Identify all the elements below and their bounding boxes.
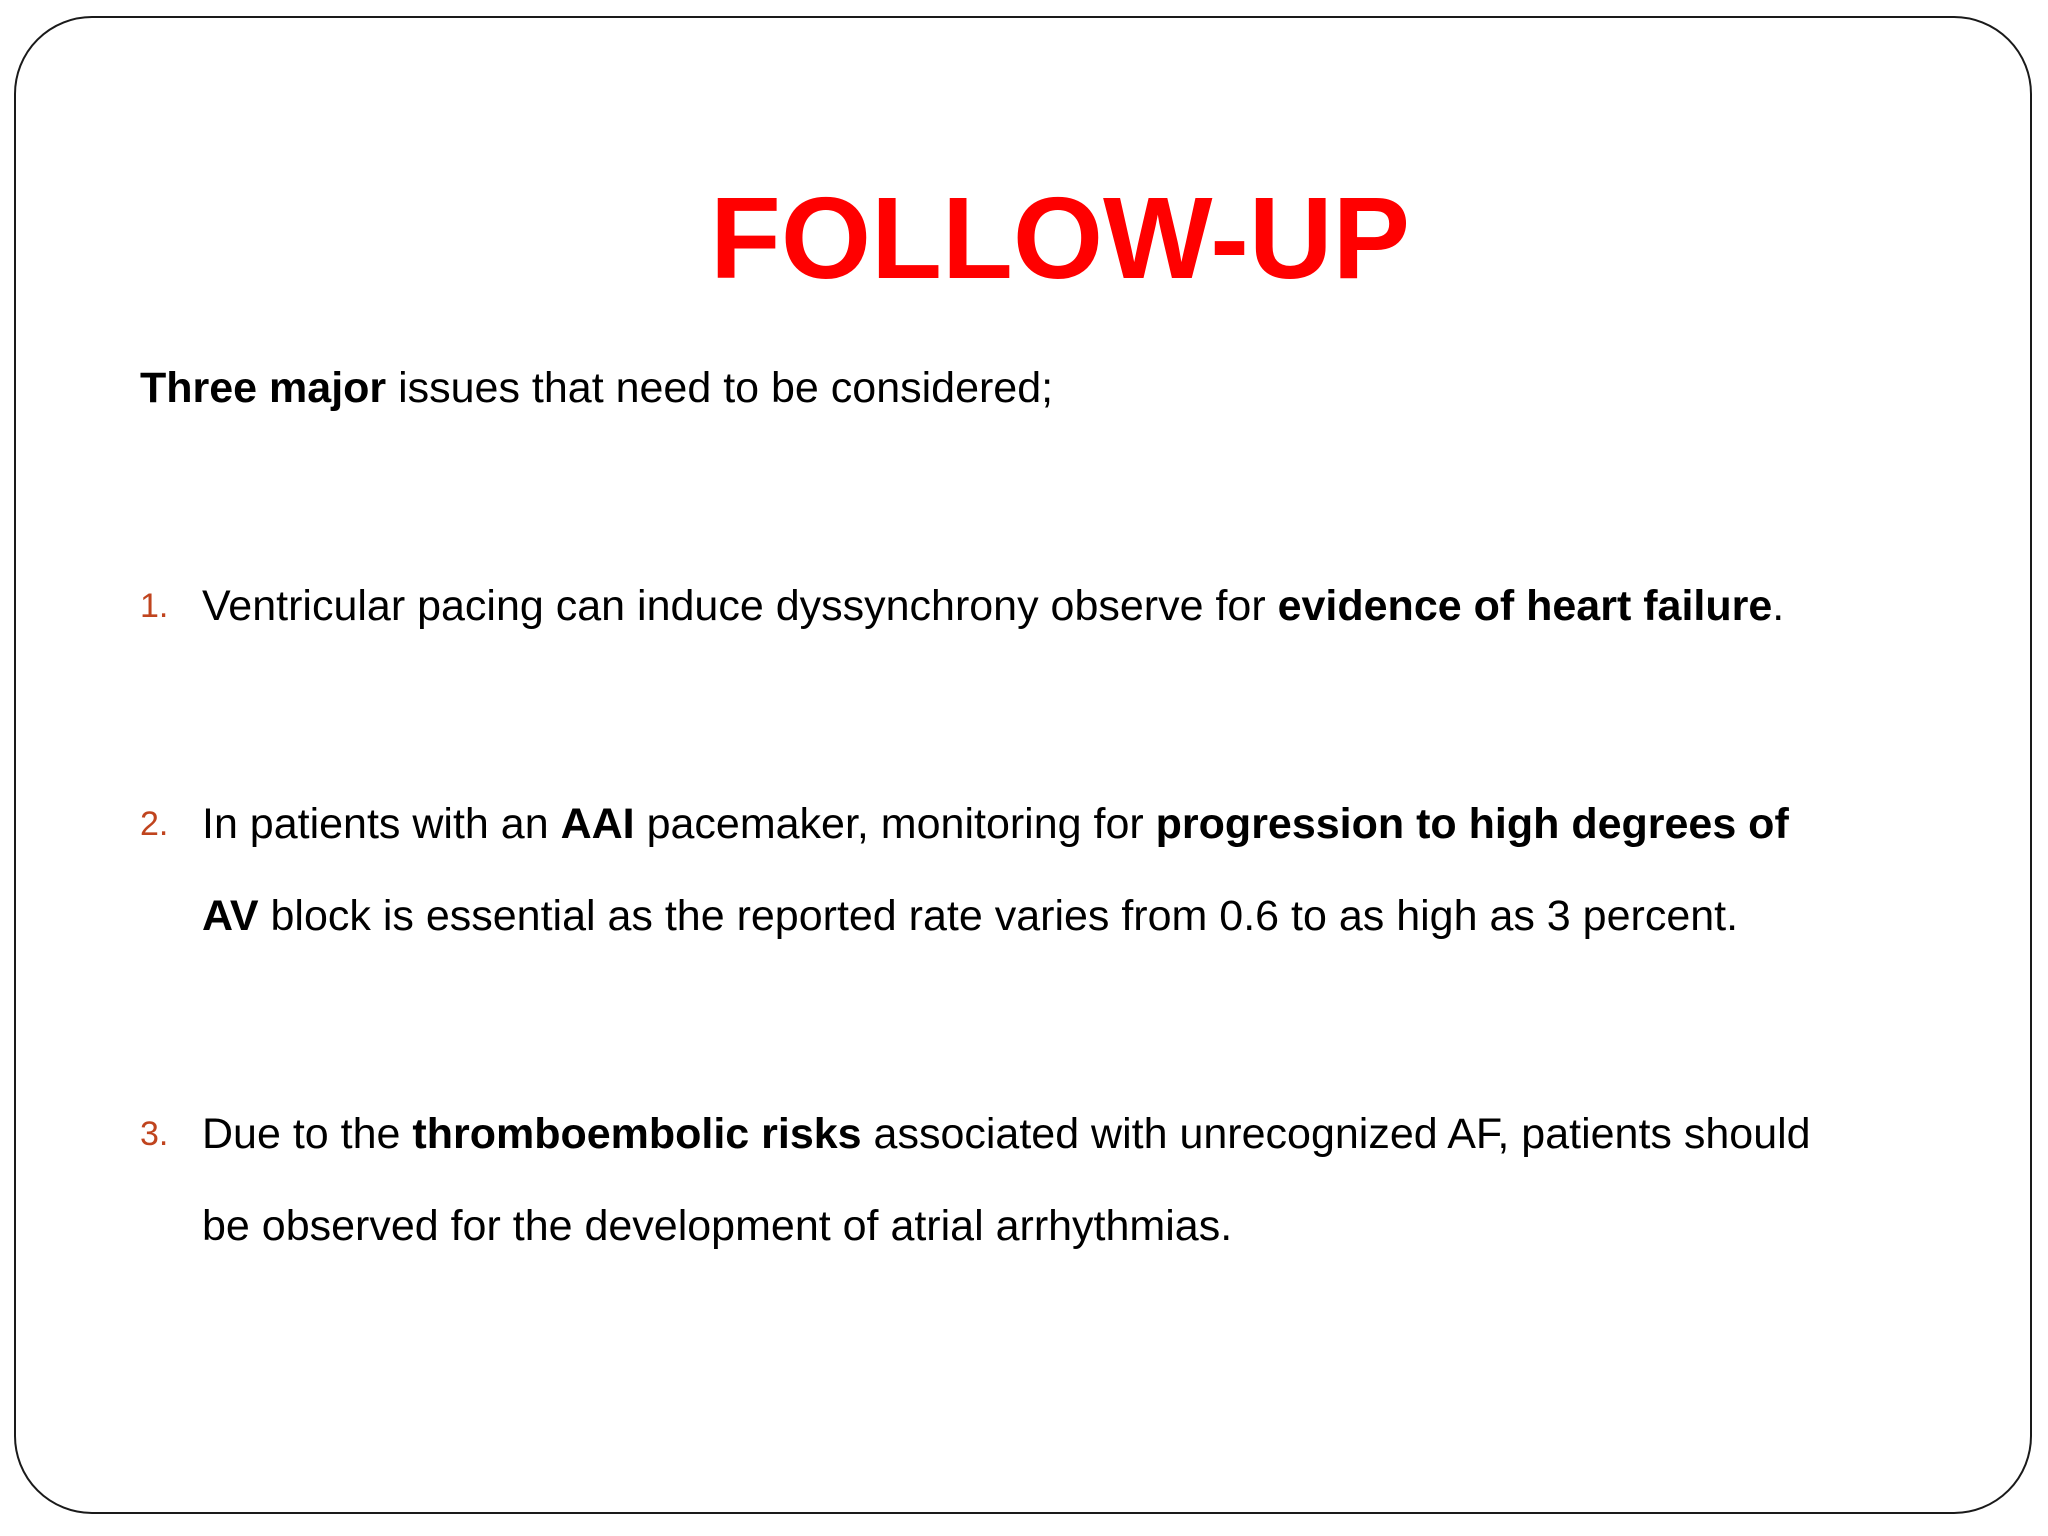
list-2-text-c: pacemaker, monitoring for bbox=[634, 800, 1156, 848]
list-number-2: 2. bbox=[140, 805, 169, 843]
list-2-text-av: AV bbox=[202, 892, 259, 940]
list-2-line-2 bbox=[202, 870, 2048, 962]
list-3-text-a: Due to the bbox=[202, 1110, 413, 1158]
list-1-text-c: . bbox=[1772, 582, 1785, 630]
intro-bold: Three major bbox=[140, 364, 387, 412]
list-text-3 bbox=[202, 1088, 2048, 1272]
list-number-1: 1. bbox=[140, 587, 169, 625]
list-2-text-a: In patients with an bbox=[202, 800, 561, 848]
list-text-1 bbox=[202, 560, 2048, 652]
list-1-text-bold: evidence of heart failure bbox=[1277, 582, 1773, 630]
list-2-line-1 bbox=[202, 778, 2048, 870]
list-1-text-a: Ventricular pacing can induce dyssynchrony observe for bbox=[202, 582, 1278, 630]
list-2-text-progression: progression to high degrees of bbox=[1155, 800, 1789, 848]
list-number-3: 3. bbox=[140, 1115, 169, 1153]
list-3-text-c: associated with unrecognized AF, patients should bbox=[861, 1110, 1811, 1158]
list-3-text-bold: thromboembolic risks bbox=[412, 1110, 862, 1158]
list-2-text-aai: AAI bbox=[560, 800, 635, 848]
intro-text bbox=[140, 360, 1053, 416]
list-2-text-rest: block is essential as the reported rate varies from 0.6 to as high as 3 percent. bbox=[258, 892, 1739, 940]
slide-title: FOLLOW-UP bbox=[710, 173, 1410, 303]
list-3-line-1 bbox=[202, 1088, 2048, 1180]
list-text-2 bbox=[202, 778, 2048, 962]
list-3-line-2 bbox=[202, 1180, 2048, 1272]
list-3-text-line2: be observed for the development of atrial arrhythmias. bbox=[202, 1202, 1233, 1250]
intro-rest: issues that need to be considered; bbox=[386, 364, 1054, 412]
